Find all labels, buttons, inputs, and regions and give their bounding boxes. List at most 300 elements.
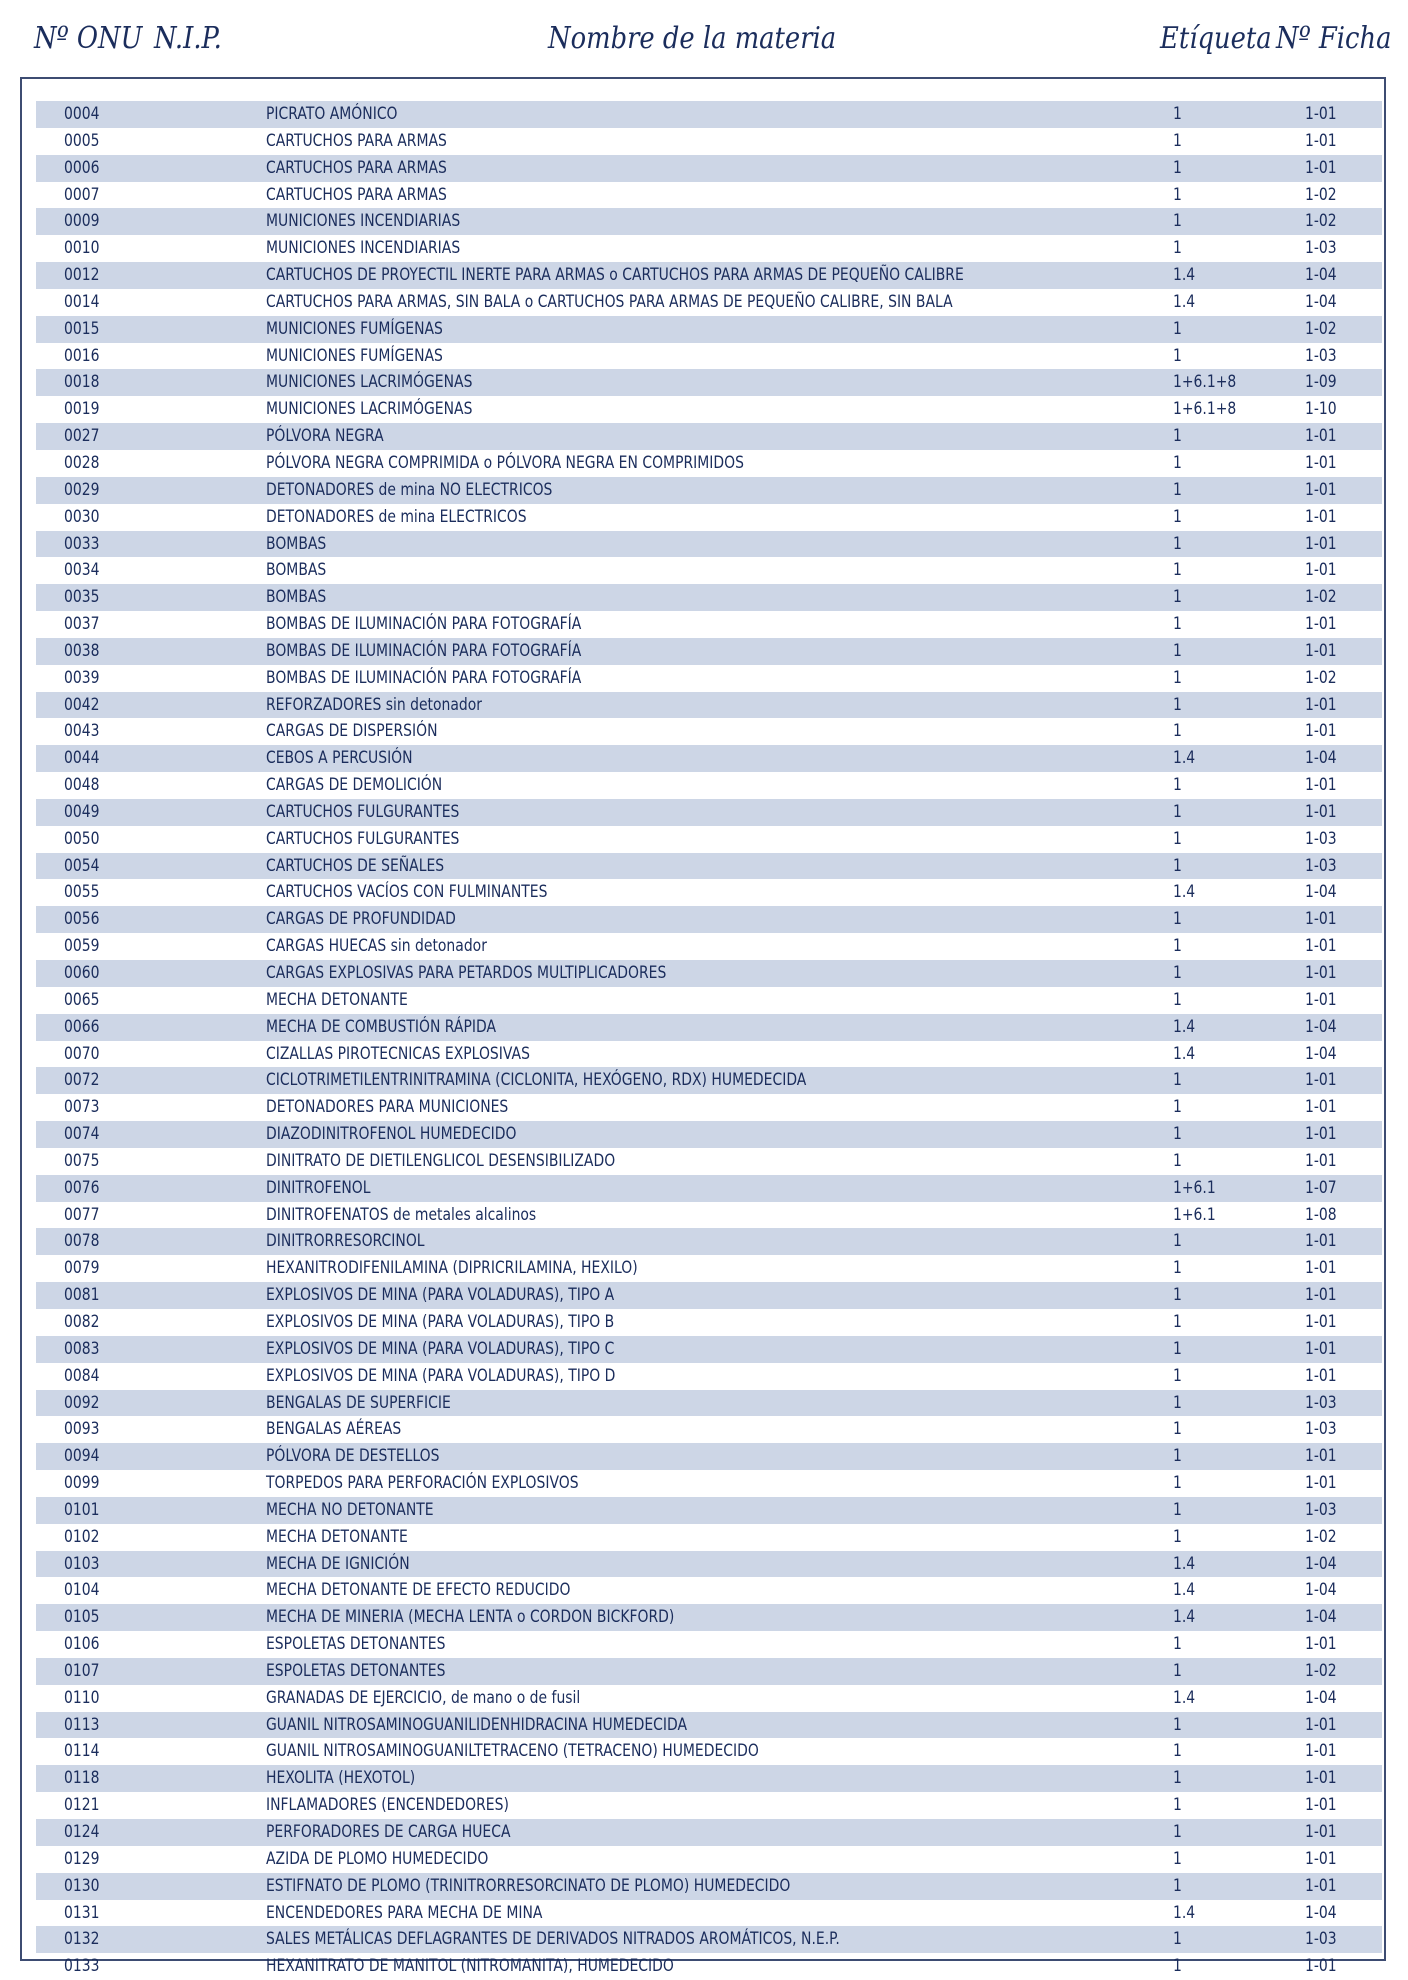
cell-onu: 0081	[64, 1285, 100, 1306]
cell-etiqueta: 1	[1173, 855, 1182, 876]
cell-etiqueta: 1	[1173, 1875, 1182, 1896]
cell-etiqueta: 1.4	[1173, 1016, 1196, 1037]
cell-onu: 0103	[64, 1553, 100, 1574]
table-row	[36, 504, 1382, 531]
cell-ficha: 1-01	[1305, 801, 1337, 822]
table-row	[36, 933, 1382, 960]
cell-name: PÓLVORA NEGRA COMPRIMIDA o PÓLVORA NEGRA EN COMPRIMIDOS	[266, 452, 744, 473]
cell-name: EXPLOSIVOS DE MINA (PARA VOLADURAS), TIPO C	[266, 1338, 615, 1359]
cell-onu: 0073	[64, 1097, 100, 1118]
table-row	[36, 1631, 1382, 1658]
table-row	[36, 1551, 1382, 1578]
cell-ficha: 1-01	[1305, 1634, 1337, 1655]
cell-etiqueta: 1	[1173, 614, 1182, 635]
table-row	[36, 1014, 1382, 1041]
cell-etiqueta: 1.4	[1173, 1687, 1196, 1708]
cell-onu: 0105	[64, 1607, 100, 1628]
cell-onu: 0082	[64, 1311, 100, 1332]
cell-onu: 0039	[64, 667, 100, 688]
cell-name: CARTUCHOS PARA ARMAS	[266, 157, 447, 178]
cell-ficha: 1-08	[1305, 1204, 1337, 1225]
cell-ficha: 1-01	[1305, 694, 1337, 715]
table-row	[36, 906, 1382, 933]
cell-ficha: 1-03	[1305, 828, 1337, 849]
cell-onu: 0110	[64, 1687, 100, 1708]
cell-onu: 0035	[64, 587, 100, 608]
cell-onu: 0056	[64, 909, 100, 930]
cell-etiqueta: 1	[1173, 775, 1182, 796]
cell-onu: 0012	[64, 265, 100, 286]
cell-ficha: 1-01	[1305, 721, 1337, 742]
cell-onu: 0076	[64, 1177, 100, 1198]
cell-name: CARTUCHOS PARA ARMAS	[266, 130, 447, 151]
cell-name: TORPEDOS PARA PERFORACIÓN EXPLOSIVOS	[266, 1473, 579, 1494]
cell-ficha: 1-10	[1305, 399, 1337, 420]
cell-etiqueta: 1	[1173, 587, 1182, 608]
cell-ficha: 1-02	[1305, 1526, 1337, 1547]
cell-onu: 0070	[64, 1043, 100, 1064]
cell-ficha: 1-03	[1305, 855, 1337, 876]
cell-ficha: 1-01	[1305, 506, 1337, 527]
cell-onu: 0059	[64, 936, 100, 957]
cell-ficha: 1-01	[1305, 614, 1337, 635]
cell-name: CARTUCHOS PARA ARMAS	[266, 184, 447, 205]
table-row	[36, 1819, 1382, 1846]
table-row	[36, 1604, 1382, 1631]
cell-etiqueta: 1	[1173, 560, 1182, 581]
cell-onu: 0043	[64, 721, 100, 742]
cell-name: BOMBAS	[266, 560, 327, 581]
table-row	[36, 262, 1382, 289]
table-row	[36, 396, 1382, 423]
cell-ficha: 1-01	[1305, 1311, 1337, 1332]
cell-etiqueta: 1	[1173, 1365, 1182, 1386]
cell-onu: 0009	[64, 211, 100, 232]
cell-etiqueta: 1	[1173, 533, 1182, 554]
cell-etiqueta: 1	[1173, 1499, 1182, 1520]
cell-etiqueta: 1	[1173, 1741, 1182, 1762]
cell-etiqueta: 1	[1173, 479, 1182, 500]
cell-name: HEXOLITA (HEXOTOL)	[266, 1768, 416, 1789]
cell-name: MECHA DETONANTE DE EFECTO REDUCIDO	[266, 1580, 571, 1601]
cell-name: BENGALAS DE SUPERFICIE	[266, 1392, 451, 1413]
cell-ficha: 1-01	[1305, 1822, 1337, 1842]
cell-name: MECHA DETONANTE	[266, 989, 408, 1010]
table-row	[36, 1067, 1382, 1094]
cell-onu: 0030	[64, 506, 100, 527]
table-row	[36, 1363, 1382, 1390]
table-row	[36, 1255, 1382, 1282]
cell-ficha: 1-01	[1305, 1070, 1337, 1091]
cell-name: SALES METÁLICAS DEFLAGRANTES DE DERIVADOS NITRADOS AROMÁTICOS, N.E.P.	[266, 1929, 840, 1950]
cell-etiqueta: 1	[1173, 694, 1182, 715]
cell-name: MECHA DE MINERIA (MECHA LENTA o CORDON BICKFORD)	[266, 1607, 675, 1628]
table-row	[36, 101, 1382, 128]
cell-name: CARTUCHOS VACÍOS CON FULMINANTES	[266, 882, 548, 903]
cell-onu: 0129	[64, 1848, 100, 1869]
cell-etiqueta: 1	[1173, 1392, 1182, 1413]
cell-etiqueta: 1	[1173, 1848, 1182, 1869]
cell-ficha: 1-01	[1305, 426, 1337, 447]
cell-etiqueta: 1	[1173, 1795, 1182, 1816]
cell-onu: 0044	[64, 748, 100, 769]
table-row	[36, 745, 1382, 772]
table-row	[36, 1846, 1382, 1873]
cell-etiqueta: 1	[1173, 211, 1182, 232]
cell-name: ENCENDEDORES PARA MECHA DE MINA	[266, 1902, 543, 1923]
cell-ficha: 1-03	[1305, 1419, 1337, 1440]
cell-ficha: 1-01	[1305, 1338, 1337, 1359]
cell-etiqueta: 1	[1173, 801, 1182, 822]
cell-onu: 0029	[64, 479, 100, 500]
cell-ficha: 1-01	[1305, 936, 1337, 957]
table-row	[36, 1873, 1382, 1900]
cell-etiqueta: 1	[1173, 1956, 1182, 1977]
cell-onu: 0033	[64, 533, 100, 554]
table-row	[36, 369, 1382, 396]
table-row	[36, 799, 1382, 826]
cell-onu: 0093	[64, 1419, 100, 1440]
cell-onu: 0072	[64, 1070, 100, 1091]
cell-etiqueta: 1	[1173, 1285, 1182, 1306]
cell-etiqueta: 1	[1173, 1526, 1182, 1547]
table-row	[36, 1094, 1382, 1121]
cell-name: PERFORADORES DE CARGA HUECA	[266, 1822, 511, 1842]
cell-onu: 0010	[64, 238, 100, 259]
cell-name: DETONADORES PARA MUNICIONES	[266, 1097, 509, 1118]
cell-ficha: 1-04	[1305, 748, 1337, 769]
table-row	[36, 879, 1382, 906]
cell-ficha: 1-01	[1305, 1956, 1337, 1977]
table-row	[36, 584, 1382, 611]
cell-ficha: 1-07	[1305, 1177, 1337, 1198]
cell-etiqueta: 1	[1173, 1768, 1182, 1789]
cell-onu: 0124	[64, 1822, 100, 1842]
cell-etiqueta: 1	[1173, 1097, 1182, 1118]
cell-ficha: 1-03	[1305, 1392, 1337, 1413]
cell-etiqueta: 1.4	[1173, 882, 1196, 903]
cell-name: BOMBAS DE ILUMINACIÓN PARA FOTOGRAFÍA	[266, 614, 582, 635]
cell-onu: 0005	[64, 130, 100, 151]
cell-etiqueta: 1	[1173, 426, 1182, 447]
cell-ficha: 1-01	[1305, 104, 1337, 124]
cell-ficha: 1-01	[1305, 130, 1337, 151]
cell-ficha: 1-04	[1305, 1902, 1337, 1923]
cell-etiqueta: 1	[1173, 1446, 1182, 1467]
cell-etiqueta: 1	[1173, 1822, 1182, 1842]
cell-etiqueta: 1.4	[1173, 748, 1196, 769]
cell-onu: 0131	[64, 1902, 100, 1923]
cell-ficha: 1-01	[1305, 1285, 1337, 1306]
cell-ficha: 1-04	[1305, 1687, 1337, 1708]
cell-ficha: 1-04	[1305, 882, 1337, 903]
cell-onu: 0113	[64, 1714, 100, 1735]
cell-etiqueta: 1.4	[1173, 1902, 1196, 1923]
cell-onu: 0015	[64, 318, 100, 339]
cell-onu: 0028	[64, 452, 100, 473]
cell-onu: 0050	[64, 828, 100, 849]
cell-onu: 0078	[64, 1231, 100, 1252]
cell-etiqueta: 1	[1173, 1124, 1182, 1145]
cell-onu: 0014	[64, 291, 100, 312]
cell-name: MUNICIONES FUMÍGENAS	[266, 345, 443, 366]
cell-etiqueta: 1	[1173, 1070, 1182, 1091]
cell-etiqueta: 1+6.1+8	[1173, 399, 1237, 420]
cell-onu: 0102	[64, 1526, 100, 1547]
cell-etiqueta: 1	[1173, 909, 1182, 930]
cell-ficha: 1-01	[1305, 560, 1337, 581]
cell-name: MUNICIONES INCENDIARIAS	[266, 238, 461, 259]
cell-name: CEBOS A PERCUSIÓN	[266, 748, 413, 769]
table-row	[36, 1470, 1382, 1497]
cell-ficha: 1-01	[1305, 909, 1337, 930]
cell-ficha: 1-03	[1305, 238, 1337, 259]
cell-onu: 0037	[64, 614, 100, 635]
cell-ficha: 1-02	[1305, 587, 1337, 608]
table-body	[36, 101, 1382, 1980]
cell-name: ESPOLETAS DETONANTES	[266, 1634, 446, 1655]
table-row	[36, 531, 1382, 558]
cell-etiqueta: 1	[1173, 963, 1182, 983]
table-row	[36, 1497, 1382, 1524]
cell-etiqueta: 1	[1173, 640, 1182, 661]
cell-etiqueta: 1+6.1+8	[1173, 372, 1237, 393]
cell-onu: 0107	[64, 1660, 100, 1681]
table-row	[36, 1228, 1382, 1255]
cell-etiqueta: 1	[1173, 1929, 1182, 1950]
cell-onu: 0006	[64, 157, 100, 178]
cell-name: MUNICIONES FUMÍGENAS	[266, 318, 443, 339]
table-row	[36, 1175, 1382, 1202]
cell-name: BOMBAS	[266, 587, 327, 608]
cell-ficha: 1-04	[1305, 1016, 1337, 1037]
cell-onu: 0133	[64, 1956, 100, 1977]
table-row	[36, 450, 1382, 477]
cell-etiqueta: 1	[1173, 1150, 1182, 1171]
cell-name: CARGAS DE PROFUNDIDAD	[266, 909, 456, 930]
cell-name: ESTIFNATO DE PLOMO (TRINITRORRESORCINATO DE PLOMO) HUMEDECIDO	[266, 1875, 791, 1896]
cell-ficha: 1-01	[1305, 157, 1337, 178]
cell-onu: 0092	[64, 1392, 100, 1413]
cell-etiqueta: 1	[1173, 1231, 1182, 1252]
cell-etiqueta: 1	[1173, 1714, 1182, 1735]
table-row	[36, 557, 1382, 584]
cell-name: MECHA DE IGNICIÓN	[266, 1553, 410, 1574]
table-row	[36, 960, 1382, 987]
table-row	[36, 1685, 1382, 1712]
cell-name: EXPLOSIVOS DE MINA (PARA VOLADURAS), TIPO A	[266, 1285, 615, 1306]
cell-etiqueta: 1	[1173, 104, 1182, 124]
cell-name: DIAZODINITROFENOL HUMEDECIDO	[266, 1124, 517, 1145]
table-row	[36, 1309, 1382, 1336]
cell-ficha: 1-01	[1305, 1795, 1337, 1816]
cell-name: BENGALAS AÉREAS	[266, 1419, 402, 1440]
cell-name: GUANIL NITROSAMINOGUANILIDENHIDRACINA HUMEDECIDA	[266, 1714, 688, 1735]
cell-name: INFLAMADORES (ENCENDEDORES)	[266, 1795, 509, 1816]
cell-ficha: 1-01	[1305, 1231, 1337, 1252]
cell-name: HEXANITRODIFENILAMINA (DIPRICRILAMINA, HEXILO)	[266, 1258, 638, 1279]
cell-etiqueta: 1	[1173, 238, 1182, 259]
cell-onu: 0038	[64, 640, 100, 661]
cell-etiqueta: 1	[1173, 667, 1182, 688]
column-header-etiqueta: Etíqueta	[1160, 21, 1272, 56]
cell-onu: 0007	[64, 184, 100, 205]
cell-name: PICRATO AMÓNICO	[266, 104, 398, 124]
cell-name: BOMBAS DE ILUMINACIÓN PARA FOTOGRAFÍA	[266, 640, 582, 661]
cell-name: BOMBAS	[266, 533, 327, 554]
table-row	[36, 1443, 1382, 1470]
table-row	[36, 289, 1382, 316]
cell-onu: 0077	[64, 1204, 100, 1225]
cell-name: AZIDA DE PLOMO HUMEDECIDO	[266, 1848, 489, 1869]
cell-etiqueta: 1.4	[1173, 1580, 1196, 1601]
cell-name: CARGAS DE DEMOLICIÓN	[266, 775, 443, 796]
table-row	[36, 1524, 1382, 1551]
cell-onu: 0042	[64, 694, 100, 715]
cell-etiqueta: 1	[1173, 721, 1182, 742]
cell-ficha: 1-01	[1305, 963, 1337, 983]
cell-ficha: 1-01	[1305, 989, 1337, 1010]
cell-ficha: 1-01	[1305, 1097, 1337, 1118]
cell-ficha: 1-01	[1305, 533, 1337, 554]
cell-onu: 0048	[64, 775, 100, 796]
cell-etiqueta: 1	[1173, 184, 1182, 205]
cell-etiqueta: 1	[1173, 506, 1182, 527]
cell-onu: 0018	[64, 372, 100, 393]
cell-ficha: 1-04	[1305, 1580, 1337, 1601]
cell-onu: 0066	[64, 1016, 100, 1037]
table-row	[36, 692, 1382, 719]
table-row	[36, 182, 1382, 209]
cell-onu: 0104	[64, 1580, 100, 1601]
cell-name: CARGAS HUECAS sin detonador	[266, 936, 487, 957]
table-row	[36, 155, 1382, 182]
cell-onu: 0099	[64, 1473, 100, 1494]
cell-ficha: 1-01	[1305, 1473, 1337, 1494]
cell-onu: 0079	[64, 1258, 100, 1279]
cell-etiqueta: 1	[1173, 936, 1182, 957]
cell-ficha: 1-01	[1305, 1365, 1337, 1386]
cell-onu: 0084	[64, 1365, 100, 1386]
cell-etiqueta: 1	[1173, 130, 1182, 151]
table-row	[36, 1765, 1382, 1792]
cell-name: CARTUCHOS FULGURANTES	[266, 801, 460, 822]
cell-name: DINITRATO DE DIETILENGLICOL DESENSIBILIZADO	[266, 1150, 616, 1171]
table-row	[36, 1577, 1382, 1604]
cell-name: DETONADORES de mina ELECTRICOS	[266, 506, 527, 527]
table-row	[36, 477, 1382, 504]
table-row	[36, 1792, 1382, 1819]
table-row	[36, 316, 1382, 343]
table-row	[36, 853, 1382, 880]
cell-etiqueta: 1.4	[1173, 1043, 1196, 1064]
cell-name: DINITRORRESORCINOL	[266, 1231, 425, 1252]
cell-ficha: 1-01	[1305, 452, 1337, 473]
cell-onu: 0106	[64, 1634, 100, 1655]
table-row	[36, 1282, 1382, 1309]
cell-etiqueta: 1	[1173, 1660, 1182, 1681]
cell-name: DINITROFENOL	[266, 1177, 371, 1198]
table-row	[36, 1658, 1382, 1685]
table-row	[36, 1121, 1382, 1148]
cell-ficha: 1-01	[1305, 1848, 1337, 1869]
cell-ficha: 1-01	[1305, 1741, 1337, 1762]
cell-name: CICLOTRIMETILENTRINITRAMINA (CICLONITA, HEXÓGENO, RDX) HUMEDECIDA	[266, 1070, 807, 1091]
table-row	[36, 1148, 1382, 1175]
cell-etiqueta: 1	[1173, 1634, 1182, 1655]
table-row	[36, 343, 1382, 370]
cell-name: HEXANITRATO DE MANITOL (NITROMANITA), HUMEDECIDO	[266, 1956, 674, 1977]
cell-name: GRANADAS DE EJERCICIO, de mano o de fusil	[266, 1687, 581, 1708]
cell-name: EXPLOSIVOS DE MINA (PARA VOLADURAS), TIPO B	[266, 1311, 615, 1332]
cell-onu: 0049	[64, 801, 100, 822]
cell-name: MECHA DETONANTE	[266, 1526, 408, 1547]
cell-name: MUNICIONES INCENDIARIAS	[266, 211, 461, 232]
column-header-onu: Nº ONU	[34, 21, 143, 56]
cell-etiqueta: 1	[1173, 1338, 1182, 1359]
cell-etiqueta: 1	[1173, 989, 1182, 1010]
cell-ficha: 1-01	[1305, 479, 1337, 500]
table-row	[36, 772, 1382, 799]
table-row	[36, 1202, 1382, 1229]
cell-onu: 0055	[64, 882, 100, 903]
cell-ficha: 1-01	[1305, 1875, 1337, 1896]
cell-etiqueta: 1+6.1	[1173, 1177, 1216, 1198]
cell-name: GUANIL NITROSAMINOGUANILTETRACENO (TETRACENO) HUMEDECIDO	[266, 1741, 759, 1762]
cell-etiqueta: 1	[1173, 1473, 1182, 1494]
table-row	[36, 826, 1382, 853]
table-row	[36, 208, 1382, 235]
cell-etiqueta: 1.4	[1173, 1607, 1196, 1628]
cell-onu: 0074	[64, 1124, 100, 1145]
cell-onu: 0121	[64, 1795, 100, 1816]
cell-ficha: 1-02	[1305, 318, 1337, 339]
cell-name: CIZALLAS PIROTECNICAS EXPLOSIVAS	[266, 1043, 530, 1064]
cell-name: CARTUCHOS FULGURANTES	[266, 828, 460, 849]
cell-onu: 0034	[64, 560, 100, 581]
cell-name: ESPOLETAS DETONANTES	[266, 1660, 446, 1681]
cell-name: CARGAS EXPLOSIVAS PARA PETARDOS MULTIPLICADORES	[266, 963, 667, 983]
cell-onu: 0130	[64, 1875, 100, 1896]
cell-ficha: 1-03	[1305, 1499, 1337, 1520]
cell-etiqueta: 1	[1173, 157, 1182, 178]
table-row	[36, 1738, 1382, 1765]
cell-onu: 0114	[64, 1741, 100, 1762]
cell-ficha: 1-03	[1305, 345, 1337, 366]
table-row	[36, 1336, 1382, 1363]
cell-onu: 0054	[64, 855, 100, 876]
table-row	[36, 1041, 1382, 1068]
cell-etiqueta: 1.4	[1173, 291, 1196, 312]
cell-etiqueta: 1	[1173, 1311, 1182, 1332]
cell-name: MECHA NO DETONANTE	[266, 1499, 434, 1520]
cell-etiqueta: 1	[1173, 318, 1182, 339]
cell-name: CARTUCHOS DE PROYECTIL INERTE PARA ARMAS o CARTUCHOS PARA ARMAS DE PEQUEÑO CALIBRE	[266, 265, 964, 286]
cell-onu: 0060	[64, 963, 100, 983]
column-header-ficha: Nº Ficha	[1276, 21, 1392, 56]
cell-name: BOMBAS DE ILUMINACIÓN PARA FOTOGRAFÍA	[266, 667, 582, 688]
cell-name: MUNICIONES LACRIMÓGENAS	[266, 399, 473, 420]
cell-ficha: 1-01	[1305, 1258, 1337, 1279]
cell-name: PÓLVORA NEGRA	[266, 426, 384, 447]
cell-name: DINITROFENATOS de metales alcalinos	[266, 1204, 537, 1225]
cell-etiqueta: 1	[1173, 828, 1182, 849]
cell-etiqueta: 1	[1173, 1419, 1182, 1440]
cell-ficha: 1-02	[1305, 211, 1337, 232]
cell-ficha: 1-01	[1305, 1768, 1337, 1789]
cell-etiqueta: 1	[1173, 345, 1182, 366]
cell-etiqueta: 1	[1173, 452, 1182, 473]
